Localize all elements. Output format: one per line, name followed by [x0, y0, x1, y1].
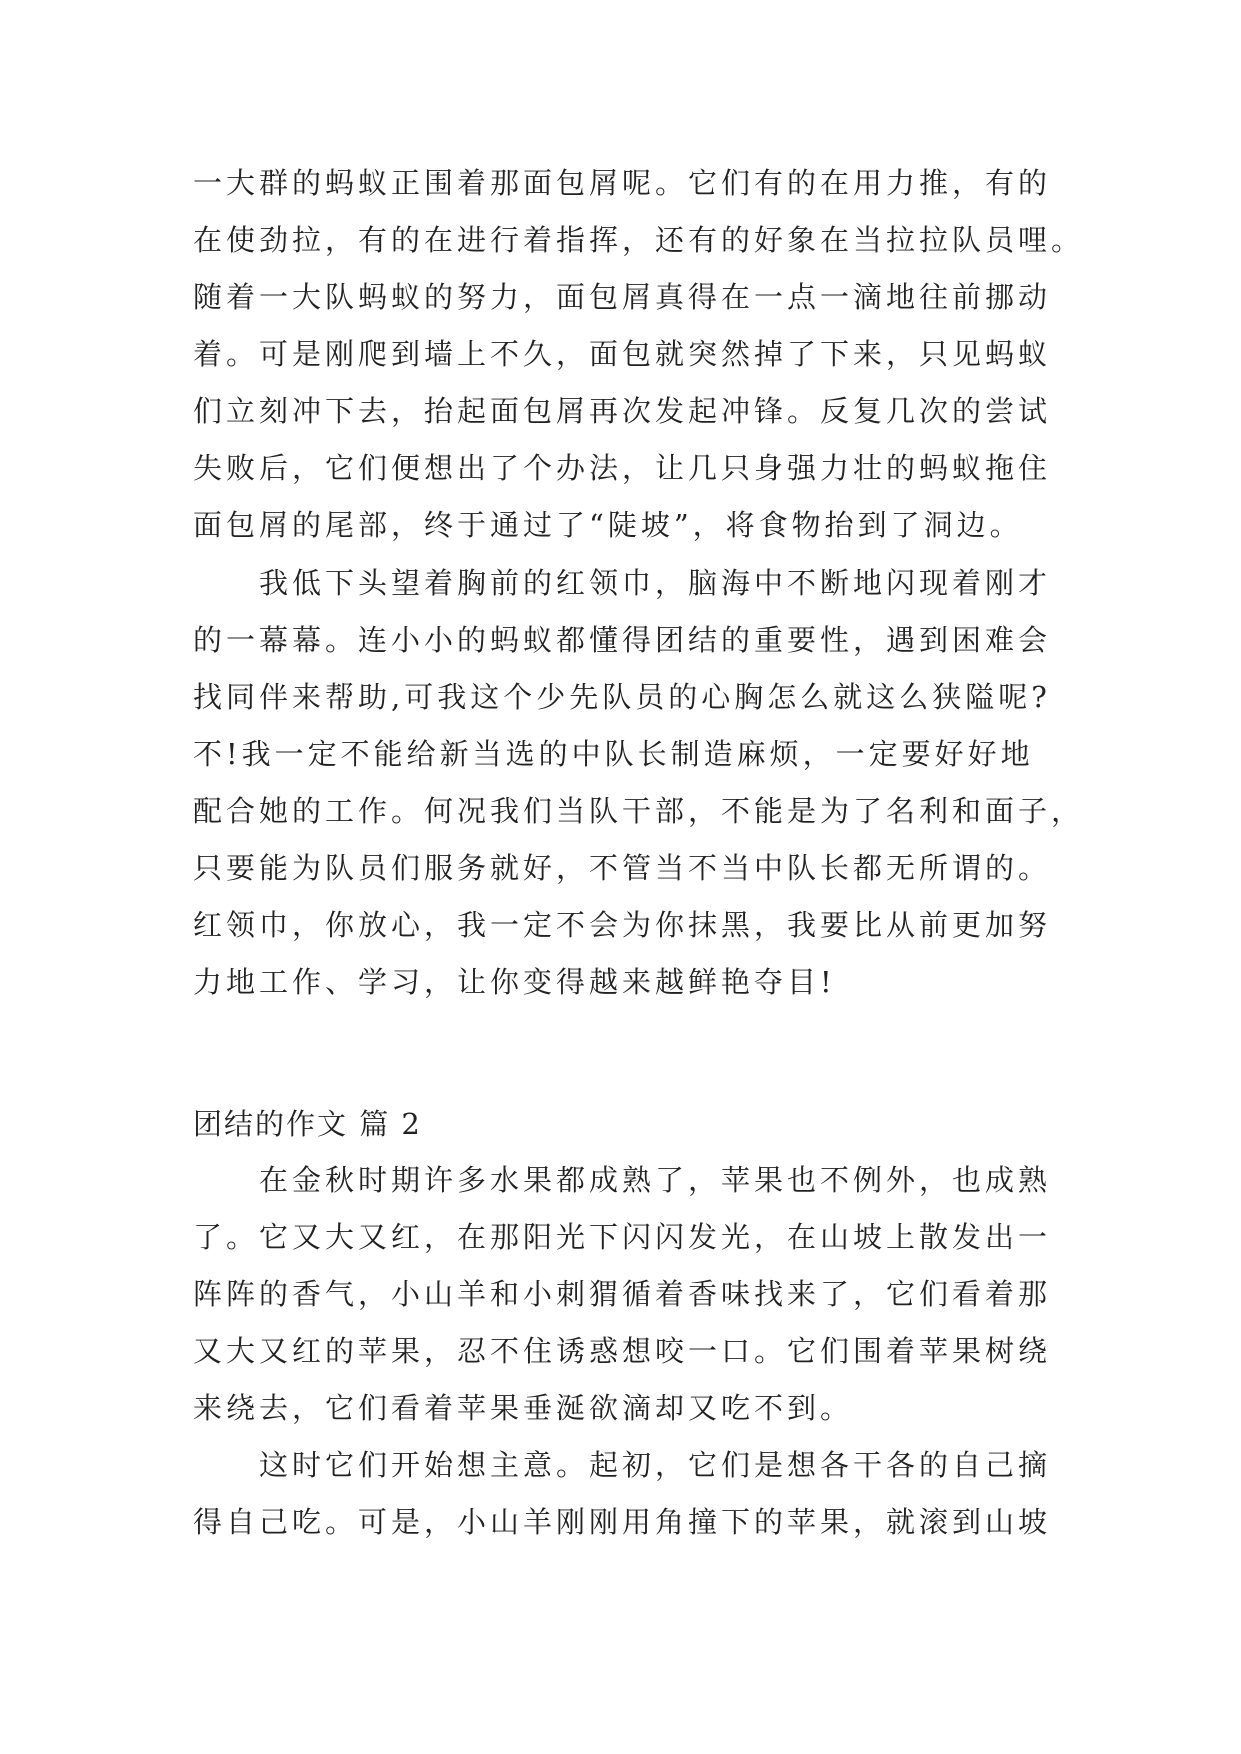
paragraph-line: 失败后，它们便想出了个办法，让几只身强力壮的蚂蚁拖住 [193, 451, 1052, 485]
paragraph-line: 们立刻冲下去，抬起面包屑再次发起冲锋。反复几次的尝试 [193, 394, 1052, 428]
paragraph-line: 红领巾，你放心，我一定不会为你抹黑，我要比从前更加努 [193, 908, 1052, 942]
paragraph-line: 在金秋时期许多水果都成熟了，苹果也不例外，也成熟 [259, 1163, 1052, 1197]
paragraph-ideas [193, 1437, 1073, 1551]
paragraph-line: 找同伴来帮助,可我这个少先队员的心胸怎么就这么狭隘呢? [193, 680, 1051, 714]
paragraph-line: 得自己吃。可是，小山羊刚刚用角撞下的苹果，就滚到山坡 [193, 1505, 1052, 1539]
paragraph-apple-story [193, 1152, 1073, 1437]
paragraph-line: 配合她的工作。何况我们当队干部，不能是为了名利和面子， [193, 794, 1085, 828]
paragraph-line: 只要能为队员们服务就好，不管当不当中队长都无所谓的。 [193, 851, 1052, 885]
paragraph-line: 随着一大队蚂蚁的努力，面包屑真得在一点一滴地往前挪动 [193, 280, 1052, 314]
paragraph-line: 我低下头望着胸前的红领巾，脑海中不断地闪现着刚才 [259, 566, 1052, 600]
paragraph-line: 在使劲拉，有的在进行着指挥，还有的好象在当拉拉队员哩。 [193, 223, 1085, 257]
paragraph-line: 不!我一定不能给新当选的中队长制造麻烦，一定要好好地 [193, 737, 1034, 771]
paragraph-line: 着。可是刚爬到墙上不久，面包就突然掉了下来，只见蚂蚁 [193, 337, 1052, 371]
paragraph-ants-carrying-crumbs [193, 155, 1085, 554]
paragraph-line: 一大群的蚂蚁正围着那面包屑呢。它们有的在用力推，有的 [193, 166, 1052, 200]
paragraph-line: 面包屑的尾部，终于通过了“陡坡”，将食物抬到了洞边。 [193, 508, 1023, 542]
paragraph-line: 力地工作、学习，让你变得越来越鲜艳夺目! [193, 965, 836, 999]
paragraph-line: 又大又红的苹果，忍不住诱惑想咬一口。它们围着苹果树绕 [193, 1334, 1052, 1368]
paragraph-line: 这时它们开始想主意。起初，它们是想各干各的自己摘 [259, 1448, 1052, 1482]
paragraph-line: 来绕去，它们看着苹果垂涎欲滴却又吃不到。 [193, 1391, 854, 1425]
paragraph-line: 的一幕幕。连小小的蚂蚁都懂得团结的重要性，遇到困难会 [193, 623, 1052, 657]
section-heading: 团结的作文 篇 2 [193, 1107, 422, 1141]
paragraph-line: 了。它又大又红，在那阳光下闪闪发光，在山坡上散发出一 [193, 1220, 1052, 1254]
paragraph-red-scarf-reflection [193, 555, 1085, 1011]
paragraph-line: 阵阵的香气，小山羊和小刺猬循着香味找来了，它们看着那 [193, 1277, 1052, 1311]
